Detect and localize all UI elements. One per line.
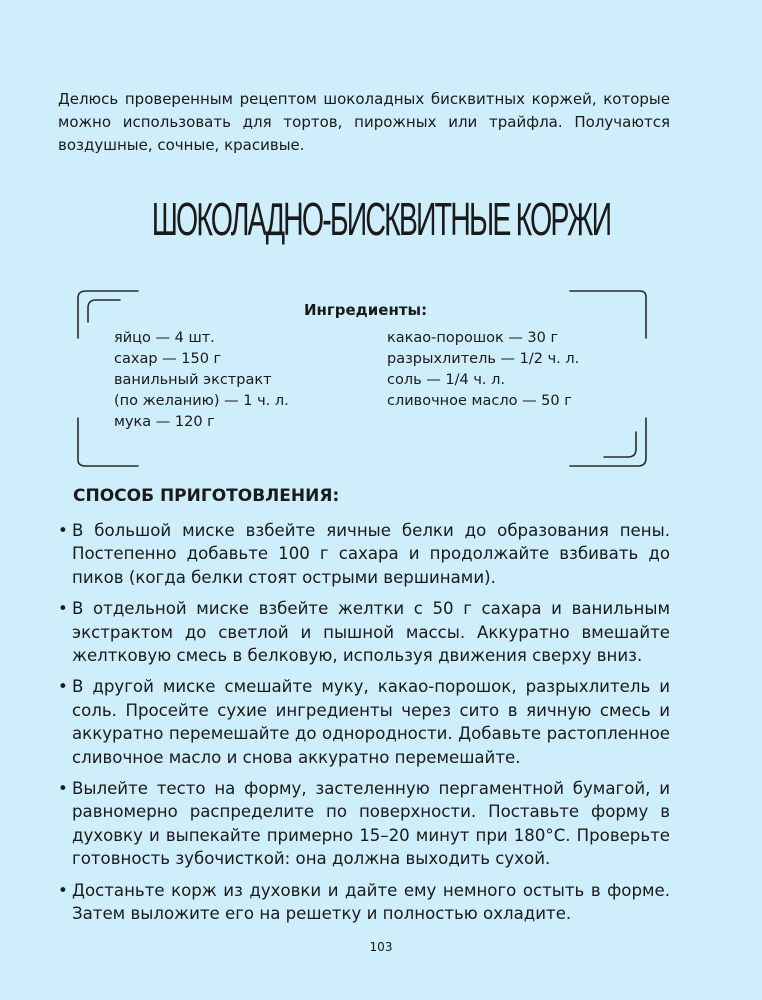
ingredients-heading: Ингредиенты: <box>304 301 428 319</box>
bullet-icon: • <box>58 880 68 900</box>
method-step-text: В другой миске смешайте муку, какао-порошок, разрыхлитель и соль. Просейте сухие ингредиенты через сито в яичную смесь и аккуратно перемешайте до однородности. Добавьте растопленное сливочное масло и снова аккуратно перемешайте. <box>72 677 670 767</box>
ingredients-right-column <box>387 328 617 412</box>
recipe-title: ШОКОЛАДНО-БИСКВИТНЫЕ КОРЖИ <box>151 193 611 245</box>
frame-corner-bottom-right-inner <box>604 432 636 457</box>
method-step <box>58 519 670 589</box>
ingredient-item: яйцо — 4 шт. <box>114 330 215 346</box>
ingredient-item: ванильный экстракт <box>114 372 272 388</box>
ingredient-item: какао-порошок — 30 г <box>387 330 559 346</box>
bullet-icon: • <box>58 779 68 799</box>
ingredient-item: (по желанию) — 1 ч. л. <box>114 393 289 409</box>
ingredient-item: сливочное масло — 50 г <box>387 393 572 409</box>
method-step <box>58 879 670 926</box>
bullet-icon: • <box>58 599 68 619</box>
method-steps-list <box>58 519 670 934</box>
method-step <box>58 597 670 667</box>
intro-paragraph: Делюсь проверенным рецептом шоколадных бисквитных коржей, которые можно использовать для тортов, пирожных или трайфла. Получаются воздушные, сочные, красивые. <box>58 90 670 154</box>
method-heading: СПОСОБ ПРИГОТОВЛЕНИЯ: <box>73 486 340 506</box>
bullet-icon: • <box>58 677 68 697</box>
ingredient-item: сахар — 150 г <box>114 351 222 367</box>
method-step <box>58 777 670 871</box>
ingredient-item: соль — 1/4 ч. л. <box>387 372 505 388</box>
method-step-text: Вылейте тесто на форму, застеленную пергаментной бумагой, и равномерно распределите по поверхности. Поставьте форму в духовку и выпекайте примерно 15–20 минут при 180°С. Проверьте готовность зубочисткой: она должна выходить сухой. <box>72 779 670 869</box>
frame-corner-top-left-inner <box>88 300 120 322</box>
method-step <box>58 675 670 769</box>
frame-corner-bottom-right <box>570 418 646 466</box>
ingredient-item: мука — 120 г <box>114 414 215 430</box>
method-step-text: В большой миске взбейте яичные белки до образования пены. Постепенно добавьте 100 г сахара и продолжайте взбивать до пиков (когда белки стоят острыми вершинами). <box>72 521 670 587</box>
method-step-text: Достаньте корж из духовки и дайте ему немного остыть в форме. Затем выложите его на решетку и полностью охладите. <box>72 880 670 924</box>
method-step-text: В отдельной миске взбейте желтки с 50 г сахара и ванильным экстрактом до светлой и пышной массы. Аккуратно вмешайте желтковую смесь в белковую, используя движения сверху вниз. <box>72 599 670 666</box>
page-number: 103 <box>369 940 393 954</box>
ingredient-item: разрыхлитель — 1/2 ч. л. <box>387 351 580 367</box>
bullet-icon: • <box>58 521 68 540</box>
ingredients-left-column <box>114 328 344 433</box>
